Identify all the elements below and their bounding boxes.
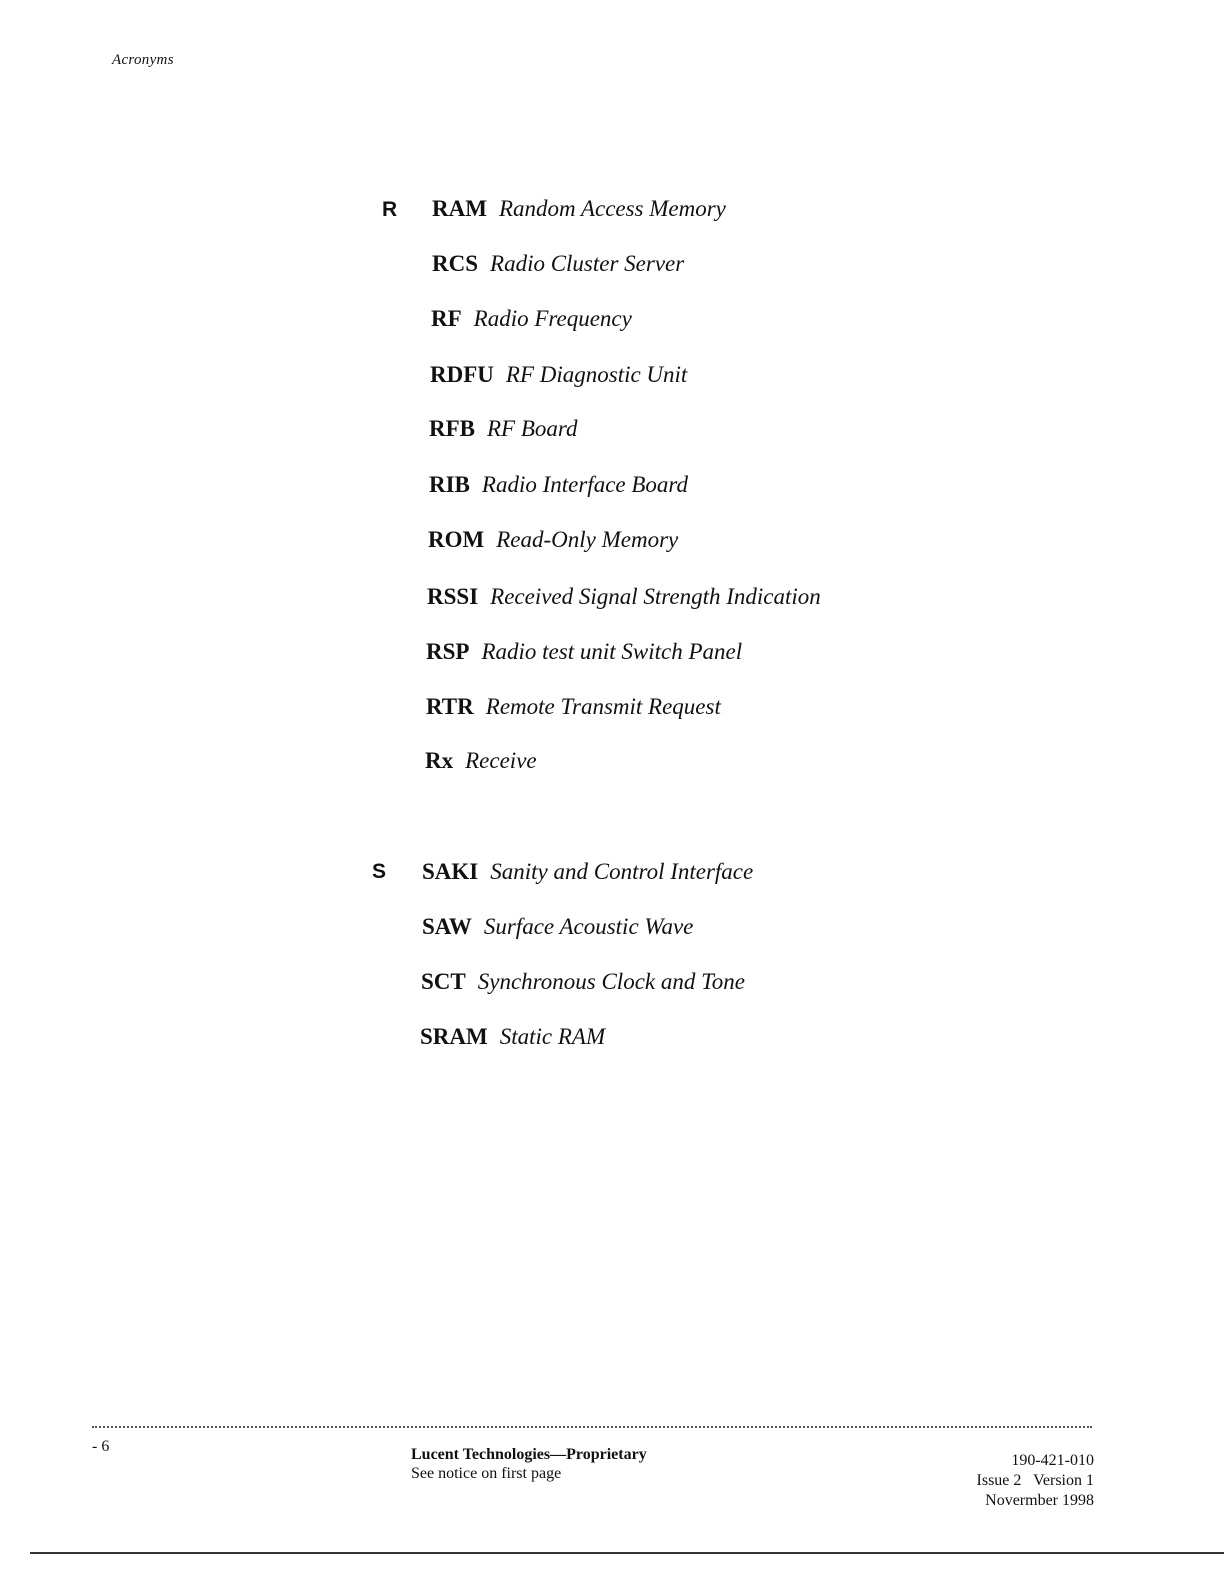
acronym-abbr: SAW — [422, 914, 472, 939]
acronym-expansion: Surface Acoustic Wave — [483, 914, 694, 939]
acronym-entry — [422, 914, 693, 940]
footer-company: Lucent Technologies—Proprietary — [411, 1446, 647, 1463]
bottom-edge-rule — [30, 1552, 1224, 1554]
footer-divider — [92, 1426, 1092, 1428]
acronym-abbr: RDFU — [430, 362, 494, 387]
acronym-abbr: RSP — [426, 639, 470, 664]
footer-notice: See notice on first page — [411, 1465, 562, 1482]
footer-document-info — [977, 1451, 1094, 1511]
acronym-expansion: Receive — [465, 748, 537, 773]
acronym-expansion: Radio test unit Switch Panel — [481, 639, 743, 664]
acronym-entry — [422, 859, 753, 885]
acronym-expansion: Static RAM — [499, 1024, 606, 1049]
acronym-abbr: SAKI — [422, 859, 479, 884]
acronym-entry — [425, 748, 537, 774]
acronym-entry — [432, 251, 684, 277]
acronym-entry — [421, 969, 745, 995]
acronym-abbr: Rx — [425, 748, 454, 773]
acronym-abbr: RSSI — [427, 584, 479, 609]
acronym-abbr: SRAM — [420, 1024, 488, 1049]
acronym-expansion: Sanity and Control Interface — [490, 859, 754, 884]
acronym-abbr: ROM — [428, 527, 485, 552]
acronym-abbr: RTR — [426, 694, 474, 719]
section-letter-s: S — [372, 860, 387, 883]
acronym-entry — [432, 196, 726, 222]
acronym-abbr: SCT — [421, 969, 466, 994]
acronym-expansion: Remote Transmit Request — [485, 694, 721, 719]
acronym-entry — [428, 527, 678, 553]
acronym-entry — [427, 584, 821, 610]
acronym-entry — [430, 362, 687, 388]
acronym-expansion: Read-Only Memory — [496, 527, 679, 552]
acronym-abbr: RCS — [432, 251, 479, 276]
acronym-abbr: RF — [431, 306, 462, 331]
acronym-expansion: RF Diagnostic Unit — [505, 362, 688, 387]
running-head: Acronyms — [112, 52, 174, 68]
acronym-expansion: Radio Cluster Server — [490, 251, 685, 276]
footer-proprietary-notice — [411, 1445, 647, 1483]
acronym-expansion: RF Board — [487, 416, 578, 441]
acronym-abbr: RFB — [429, 416, 475, 441]
acronym-entry — [426, 639, 742, 665]
acronym-expansion: Radio Frequency — [473, 306, 632, 331]
page-number: - 6 — [92, 1438, 110, 1455]
acronym-entry — [420, 1024, 605, 1050]
acronym-entry — [431, 306, 632, 332]
acronym-abbr: RAM — [432, 196, 487, 221]
footer-issue: Issue 2 Version 1 — [976, 1472, 1094, 1489]
acronym-expansion: Received Signal Strength Indication — [490, 584, 821, 609]
acronym-expansion: Synchronous Clock and Tone — [477, 969, 746, 994]
acronym-entry — [426, 694, 721, 720]
footer-doc-number: 190-421-010 — [1011, 1452, 1094, 1469]
acronym-expansion: Random Access Memory — [498, 196, 726, 221]
acronym-entry — [429, 472, 688, 498]
acronym-expansion: Radio Interface Board — [481, 472, 689, 497]
acronym-entry — [429, 416, 578, 442]
footer-date: Novermber 1998 — [985, 1492, 1094, 1509]
section-letter-r: R — [382, 198, 398, 221]
acronym-abbr: RIB — [429, 472, 470, 497]
